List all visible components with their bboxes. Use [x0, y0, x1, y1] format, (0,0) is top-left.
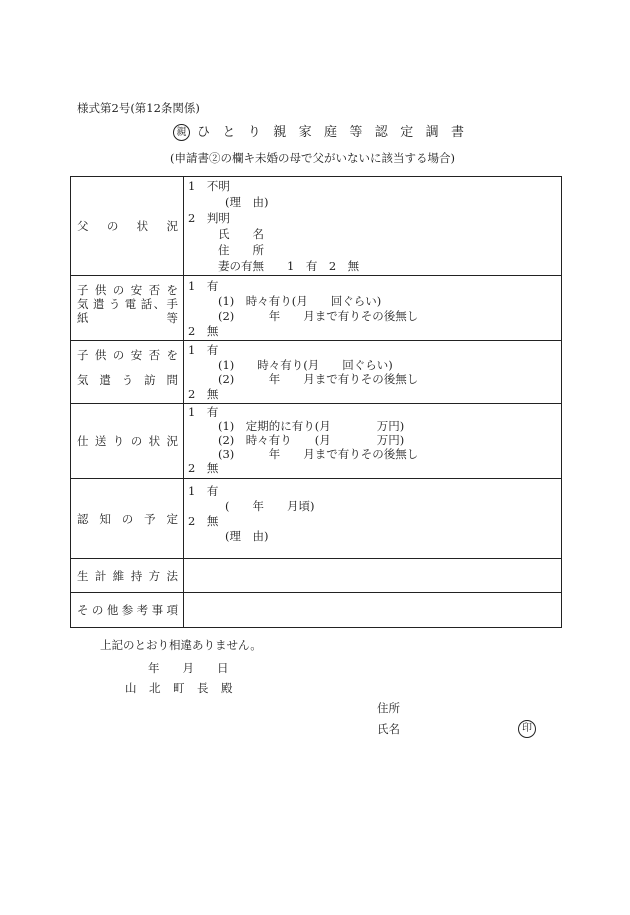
row-label-text: 仕 送 り の 状 況	[77, 434, 178, 448]
row-content-paternity-acknowledgment	[184, 479, 562, 559]
date-line: 年 月 日	[148, 661, 229, 675]
sub-option-sometimes: (1) 時々有り(月 回ぐらい)	[218, 294, 382, 308]
row-label-visit-contact	[71, 341, 184, 404]
declaration-text: 上記のとおり相違ありません。	[100, 638, 262, 652]
row-label-text: 気 遣 う 訪 問	[77, 373, 178, 387]
applicant-name-label: 氏名	[377, 722, 400, 736]
row-content-livelihood-means	[184, 559, 562, 593]
row-label-paternity-acknowledgment	[71, 479, 184, 559]
row-label-text: 生 計 維 持 方 法	[77, 568, 178, 583]
row-label-text: 気 遣 う 電 話、手	[77, 297, 178, 311]
applicant-address-label: 住所	[377, 701, 400, 715]
sub-option-until: (3) 年 月まで有りその後無し	[218, 447, 419, 461]
row-label-text: 父 の 状 況	[77, 219, 178, 233]
sub-option-regular: (1) 定期的に有り(月 万円)	[218, 419, 405, 433]
reason-line: (理 由)	[225, 195, 269, 209]
row-label-text: そ の 他 参 考 事 項	[77, 603, 178, 617]
reason-line: (理 由)	[225, 529, 269, 543]
row-content-other-notes	[184, 593, 562, 628]
row-content-phone-letter-contact	[184, 276, 562, 341]
option-yes: 1 有	[188, 279, 219, 293]
title-circled-mark: 親	[173, 124, 190, 141]
option-yes: 1 有	[188, 405, 219, 419]
spouse-line: 妻の有無 1 有 2 無	[218, 259, 360, 273]
address-line: 住 所	[218, 243, 264, 257]
row-content-visit-contact	[184, 341, 562, 404]
row-content-financial-support	[184, 404, 562, 479]
row-label-text: 子 供 の 安 否 を	[77, 348, 178, 362]
row-label-father-status	[71, 177, 184, 276]
row-label-phone-letter-contact	[71, 276, 184, 341]
document-subtitle: (申請書②の欄キ未婚の母で父がいないに該当する場合)	[170, 151, 455, 165]
row-label-livelihood-means	[71, 559, 184, 593]
seal-icon: 印	[518, 720, 536, 738]
option-no: 2 無	[188, 386, 219, 401]
option-unknown: 1 不明	[188, 179, 230, 193]
option-no: 2 無	[188, 324, 219, 338]
option-no: 2 無	[188, 514, 219, 528]
certification-table	[70, 176, 562, 628]
row-label-text: 子 供 の 安 否 を	[77, 283, 178, 297]
option-no: 2 無	[188, 461, 219, 475]
expected-date-line: ( 年 月頃)	[225, 499, 315, 513]
sub-option-sometimes: (2) 時々有り (月 万円)	[218, 433, 405, 447]
row-label-text: 紙 等	[77, 311, 178, 325]
option-yes: 1 有	[188, 343, 219, 357]
option-known: 2 判明	[188, 211, 230, 225]
sub-option-sometimes: (1) 時々有り(月 回ぐらい)	[218, 357, 393, 372]
form-number: 様式第2号(第12条関係)	[77, 101, 200, 115]
option-yes: 1 有	[188, 484, 219, 498]
addressee: 山 北 町 長 殿	[125, 681, 233, 695]
row-content-father-status	[184, 177, 562, 276]
name-line: 氏 名	[218, 227, 264, 241]
document-title: ひ と り 親 家 庭 等 認 定 調 書	[197, 125, 464, 140]
row-label-financial-support	[71, 404, 184, 479]
row-label-text: 認 知 の 予 定	[77, 511, 178, 526]
sub-option-until: (2) 年 月まで有りその後無し	[218, 309, 419, 323]
sub-option-until: (2) 年 月まで有りその後無し	[218, 372, 419, 386]
row-label-other-notes	[71, 593, 184, 628]
